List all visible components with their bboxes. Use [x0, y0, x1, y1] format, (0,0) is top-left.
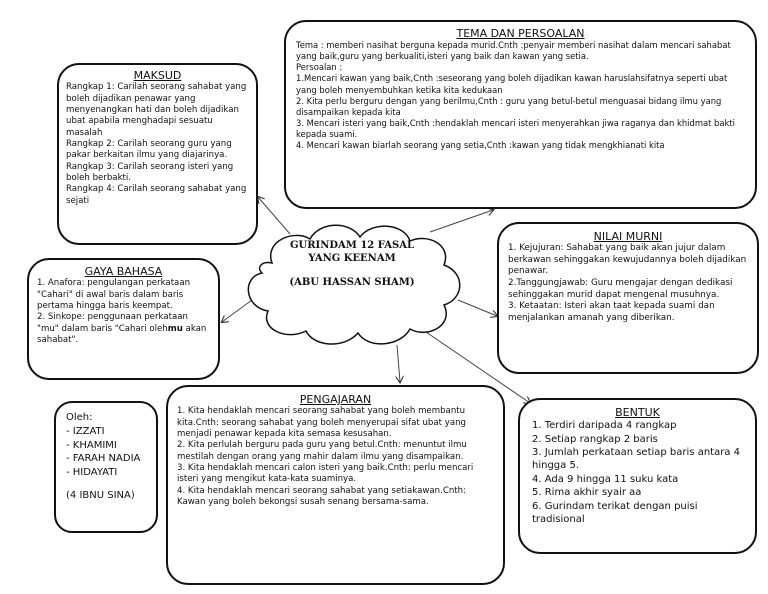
cloud-author: (ABU HASSAN SHAM) — [289, 277, 415, 288]
authors-box — [54, 401, 158, 533]
author-member: - FARAH NADIA — [66, 453, 141, 465]
author-member: - IZZATI — [66, 425, 105, 437]
persoalan-label: Persoalan : — [296, 62, 343, 73]
nilai-item: 2.Tanggungjawab: Guru mengajar dengan dedikasi sehinggakan murid dapat mengenal musuhnya. — [508, 278, 733, 300]
maksud-item: Rangkap 4: Carilah seorang sahabat yang sejati — [66, 184, 247, 206]
tema-box — [284, 20, 757, 209]
persoalan-item: 2. Kita perlu berguru dengan yang berilmu,Cnth : guru yang betul-betul menguasai bidang ilmu yang disampaikan kepada kita — [296, 95, 722, 117]
maksud-box — [57, 63, 258, 245]
pengajaran-item: 3. Kita hendaklah mencari calon isteri yang baik.Cnth: perlu mencari isteri yang mengikut kata-kata suaminya. — [177, 462, 474, 485]
gaya-heading: GAYA BAHASA — [84, 265, 163, 278]
pengajaran-heading: PENGAJARAN — [299, 393, 372, 406]
bentuk-item: 1. Terdiri daripada 4 rangkap — [532, 420, 677, 432]
gaya-bahasa-box — [27, 258, 220, 380]
cloud-title-line1: GURINDAM 12 FASAL — [289, 240, 415, 251]
authors-label: Oleh: — [66, 412, 93, 423]
maksud-item: Rangkap 3: Carilah seorang isteri yang boleh berbakti. — [66, 161, 234, 183]
bentuk-item: 5. Rima akhir syair aa — [532, 487, 642, 499]
nilai-item: 1. Kejujuran: Sahabat yang baik akan jujur dalam berkawan sehinggakan kewujudannya boleh dijadikan penawar. — [508, 243, 747, 277]
maksud-item: Rangkap 1: Carilah seorang sahabat yang boleh dijadikan penawar yang menyenangkan hati dan boleh dijadikan ubat apabila menghadapi sesuatu masalah — [66, 82, 247, 138]
persoalan-item: 4. Mencari kawan biarlah seorang yang setia,Cnth :kawan yang tidak mengkhianati kita — [296, 140, 665, 151]
nilai-murni-box — [497, 222, 759, 374]
pengajaran-item: 2. Kita perlulah berguru pada guru yang betul.Cnth: menuntut ilmu mestilah dengan orang yang mahir dalam ilmu yang disampaikan. — [177, 440, 467, 462]
tema-heading: TEMA DAN PERSOALAN — [456, 27, 585, 40]
gaya-item2-suffix: akan sahabat". — [37, 323, 207, 345]
cloud-title — [262, 239, 442, 289]
nilai-item: 3. Ketaatan: Isteri akan taat kepada suami dan menjalankan amanah yang diberikan. — [508, 301, 715, 323]
bentuk-item: 2. Setiap rangkap 2 baris — [532, 433, 658, 445]
gaya-item2-prefix: 2. Sinkope: penggunaan perkataan "mu" dalam baris "Cahari oleh — [37, 312, 188, 334]
nilai-heading: NILAI MURNI — [593, 230, 663, 243]
tema-text: Tema : memberi nasihat berguna kepada murid.Cnth :penyair memberi nasihat dalam mencari sahabat yang baik,guru yang berkualiti,isteri yang baik dan kawan yang setia. — [296, 40, 731, 62]
gaya-item: 1. Anafora: pengulangan perkataan "Cahari" di awal baris dalam baris pertama hingga baris keempat. — [37, 278, 191, 311]
bentuk-heading: BENTUK — [615, 406, 660, 419]
gaya-item — [37, 312, 210, 346]
gaya-item2-bold: mu — [167, 323, 183, 334]
authors-class: (4 IBNU SINA) — [66, 489, 135, 501]
persoalan-item: 3. Mencari isteri yang baik,Cnth :hendaklah mencari isteri menyerahkan jiwa raganya dan khidmat bakti kepada suami. — [296, 117, 735, 139]
author-member: - KHAMIMI — [66, 439, 117, 451]
cloud-title-line2: YANG KEENAM — [308, 253, 396, 264]
persoalan-item: 1.Mencari kawan yang baik,Cnth :seseorang yang boleh dijadikan kawan haruslahsifatnya seperti ubat yang boleh menyembuhkan ketika kita kedukaan — [296, 73, 728, 95]
bentuk-item: 4. Ada 9 hingga 11 suku kata — [532, 473, 679, 485]
pengajaran-item: 4. Kita hendaklah mencari seorang sahabat yang setiakawan.Cnth: Kawan yang boleh bekongsi susah senang bersama-sama. — [177, 485, 467, 507]
bentuk-box — [518, 398, 757, 554]
maksud-heading: MAKSUD — [133, 69, 182, 82]
bentuk-item: 3. Jumlah perkataan setiap baris antara 4 hingga 5. — [532, 446, 740, 472]
pengajaran-box — [166, 385, 505, 585]
bentuk-item: 6. Gurindam terikat dengan puisi tradisional — [532, 500, 698, 525]
author-member: - HIDAYATI — [66, 467, 118, 479]
maksud-item: Rangkap 2: Carilah seorang guru yang pakar berkaitan ilmu yang diajarinya. — [66, 138, 232, 161]
pengajaran-item: 1. Kita hendaklah mencari seorang sahabat yang boleh membantu kita.Cnth: seorang sahabat yang boleh menyerupai sifat ubat yang menjadi penawar kepada kita semasa kesusahan. — [177, 406, 466, 439]
